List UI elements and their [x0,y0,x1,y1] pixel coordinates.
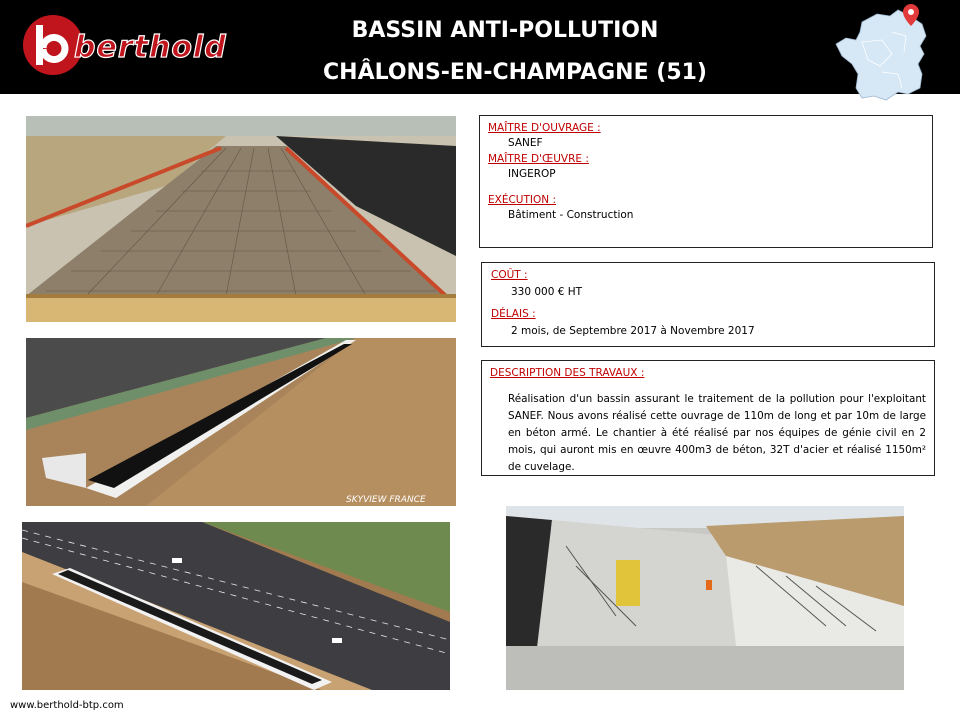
maitre-oeuvre-value: INGEROP [508,168,556,180]
description-text: Réalisation d'un bassin assurant le traitement de la pollution pour l'exploitant SANEF. Nous avons réalisé cette ouvrage de 110m de long et par 10m de large en béton armé. Le chantier à été réalisé par nos équipes de génie civil en 2 mois, qui auront mis en œuvre 400m3 de béton, 32T d'acier et réalisé 1150m² de cuvelage. [508,393,926,473]
page-title-line1: BASSIN ANTI-POLLUTION [351,18,659,43]
photo-rebar-construction [26,116,456,322]
cost-delay-box [481,262,935,347]
cout-value: 330 000 € HT [511,286,583,298]
description-label: DESCRIPTION DES TRAVAUX : [490,367,645,379]
execution-value: Bâtiment - Construction [508,209,634,221]
website-link[interactable]: www.berthold-btp.com [10,700,124,711]
photo-highway-aerial [22,522,450,690]
description-box [481,360,935,476]
maitre-ouvrage-value: SANEF [508,137,543,149]
photo-basin-interior [506,506,904,690]
photo-watermark: SKYVIEW FRANCE [346,495,426,505]
cout-label: COÛT : [491,269,528,281]
project-info-box [479,115,933,248]
logo-wordmark: berthold [74,30,227,65]
maitre-oeuvre-label: MAÎTRE D'ŒUVRE : [488,153,589,165]
photo-aerial-basin [26,338,456,506]
company-logo[interactable] [22,12,227,78]
header-bar [0,0,960,94]
maitre-ouvrage-label: MAÎTRE D'OUVRAGE : [488,122,601,134]
delais-value: 2 mois, de Septembre 2017 à Novembre 2017 [511,325,755,337]
delais-label: DÉLAIS : [491,308,536,320]
france-map-icon [832,2,932,104]
execution-label: EXÉCUTION : [488,194,556,206]
page-title-line2: CHÂLONS-EN-CHAMPAGNE (51) [323,60,707,85]
